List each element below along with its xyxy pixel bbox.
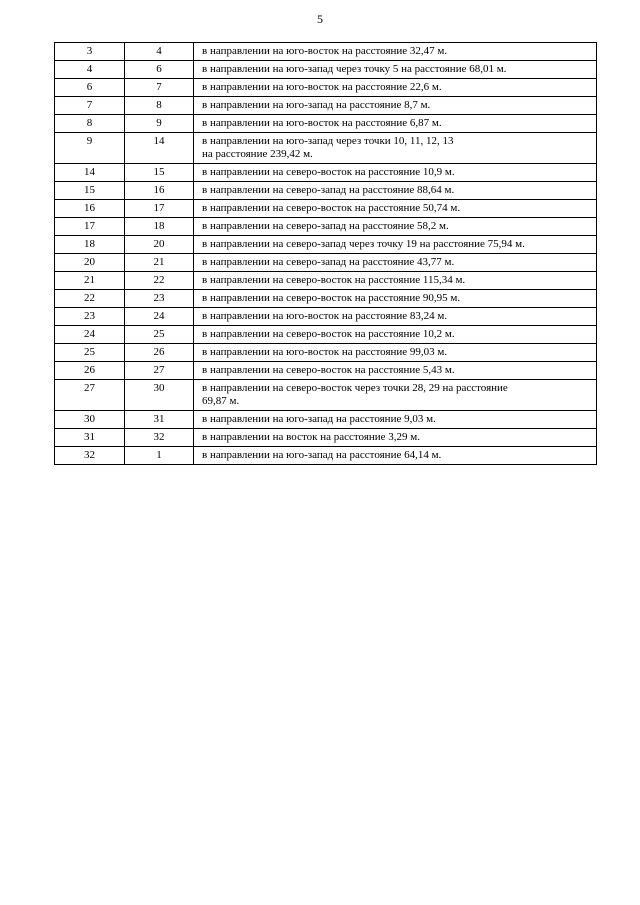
description-line: в направлении на северо-восток на расстояние 115,34 м. [202,274,466,286]
direction-description-cell [194,254,597,272]
point-to-cell: 6 [125,61,194,79]
direction-description-cell [194,236,597,254]
direction-description-cell [194,218,597,236]
direction-description-cell [194,362,597,380]
direction-description-cell [194,308,597,326]
point-to-cell: 7 [125,79,194,97]
table-row [55,43,597,61]
point-to-cell: 27 [125,362,194,380]
point-to-cell: 9 [125,115,194,133]
table-row [55,200,597,218]
table-row [55,411,597,429]
direction-description-cell [194,133,597,164]
point-to-cell: 22 [125,272,194,290]
point-from-cell: 27 [55,380,125,411]
table-row [55,272,597,290]
direction-description-cell [194,97,597,115]
point-from-cell: 24 [55,326,125,344]
description-line: в направлении на юго-восток на расстояние 99,03 м. [202,346,448,358]
description-line: в направлении на юго-восток на расстояние 22,6 м. [202,81,442,93]
table-row [55,308,597,326]
point-to-cell: 18 [125,218,194,236]
direction-description-cell [194,200,597,218]
point-from-cell: 30 [55,411,125,429]
description-line: в направлении на юго-восток на расстояние 6,87 м. [202,117,442,129]
direction-description-cell [194,61,597,79]
point-from-cell: 23 [55,308,125,326]
point-from-cell: 9 [55,133,125,164]
table-row [55,236,597,254]
direction-description-cell [194,115,597,133]
table-row [55,290,597,308]
point-from-cell: 31 [55,429,125,447]
table-row [55,61,597,79]
direction-description-cell [194,164,597,182]
description-line: в направлении на северо-запад на расстояние 58,2 м. [202,220,449,232]
table-row [55,218,597,236]
point-from-cell: 6 [55,79,125,97]
direction-description-cell [194,429,597,447]
direction-description-cell [194,447,597,465]
point-to-cell: 24 [125,308,194,326]
point-from-cell: 4 [55,61,125,79]
direction-description-cell [194,344,597,362]
table-row [55,326,597,344]
point-to-cell: 14 [125,133,194,164]
description-line: в направлении на юго-восток на расстояние 83,24 м. [202,310,448,322]
description-line: в направлении на юго-запад через точки 10, 11, 12, 13 [202,135,454,147]
direction-description-cell [194,380,597,411]
point-from-cell: 32 [55,447,125,465]
description-line: в направлении на северо-восток через точки 28, 29 на расстояние [202,382,508,394]
point-to-cell: 16 [125,182,194,200]
point-to-cell: 4 [125,43,194,61]
point-from-cell: 8 [55,115,125,133]
table-row [55,182,597,200]
description-line: в направлении на северо-запад через точку 19 на расстояние 75,94 м. [202,238,525,250]
description-line-continued: 69,87 м. [202,395,240,407]
point-to-cell: 26 [125,344,194,362]
point-from-cell: 22 [55,290,125,308]
boundary-description-table [54,42,597,465]
point-from-cell: 21 [55,272,125,290]
point-to-cell: 20 [125,236,194,254]
table-row [55,97,597,115]
description-line: в направлении на юго-запад через точку 5 на расстояние 68,01 м. [202,63,507,75]
description-line: в направлении на юго-запад на расстояние 64,14 м. [202,449,442,461]
point-from-cell: 17 [55,218,125,236]
table-row [55,79,597,97]
point-from-cell: 20 [55,254,125,272]
point-to-cell: 8 [125,97,194,115]
table-row [55,362,597,380]
point-to-cell: 21 [125,254,194,272]
description-line: в направлении на северо-восток на расстояние 10,9 м. [202,166,455,178]
table-row [55,254,597,272]
point-to-cell: 31 [125,411,194,429]
point-from-cell: 7 [55,97,125,115]
direction-description-cell [194,411,597,429]
description-line: в направлении на северо-запад на расстояние 43,77 м. [202,256,455,268]
point-from-cell: 26 [55,362,125,380]
point-to-cell: 32 [125,429,194,447]
direction-description-cell [194,79,597,97]
point-to-cell: 23 [125,290,194,308]
point-from-cell: 16 [55,200,125,218]
point-to-cell: 1 [125,447,194,465]
direction-description-cell [194,272,597,290]
table-row [55,447,597,465]
table-row [55,115,597,133]
direction-description-cell [194,290,597,308]
description-line: в направлении на юго-запад на расстояние 9,03 м. [202,413,436,425]
point-from-cell: 15 [55,182,125,200]
description-line: в направлении на северо-восток на расстояние 90,95 м. [202,292,461,304]
description-line: в направлении на юго-восток на расстояние 32,47 м. [202,45,448,57]
description-line: в направлении на северо-восток на расстояние 5,43 м. [202,364,455,376]
description-line: в направлении на северо-запад на расстояние 88,64 м. [202,184,455,196]
point-to-cell: 25 [125,326,194,344]
description-line: в направлении на северо-восток на расстояние 50,74 м. [202,202,461,214]
direction-description-cell [194,43,597,61]
point-from-cell: 25 [55,344,125,362]
table-row [55,164,597,182]
table-row [55,380,597,411]
point-to-cell: 30 [125,380,194,411]
description-line: в направлении на северо-восток на расстояние 10,2 м. [202,328,455,340]
table-row [55,133,597,164]
point-to-cell: 17 [125,200,194,218]
direction-description-cell [194,326,597,344]
point-from-cell: 3 [55,43,125,61]
point-to-cell: 15 [125,164,194,182]
description-line: в направлении на юго-запад на расстояние 8,7 м. [202,99,431,111]
point-from-cell: 14 [55,164,125,182]
description-line: в направлении на восток на расстояние 3,29 м. [202,431,421,443]
page-number: 5 [317,12,323,26]
table-row [55,429,597,447]
table-row [55,344,597,362]
direction-description-cell [194,182,597,200]
description-line-continued: на расстояние 239,42 м. [202,148,313,160]
point-from-cell: 18 [55,236,125,254]
